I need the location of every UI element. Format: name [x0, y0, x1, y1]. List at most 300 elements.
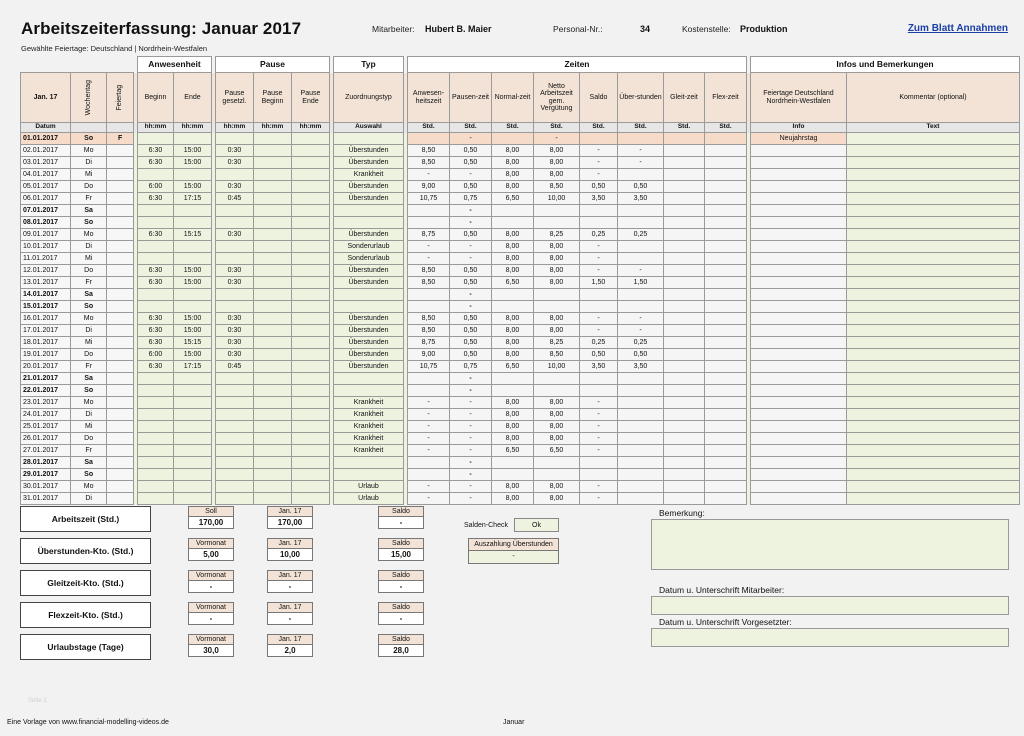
normalzeit-cell: 8,00	[491, 409, 533, 421]
normalzeit-cell: 8,00	[491, 493, 533, 505]
zuordnungstyp-cell[interactable]: Überstunden	[333, 193, 403, 205]
mitarbeiter-value[interactable]: Hubert B. Maier	[425, 24, 492, 34]
pause-beginn-cell[interactable]	[253, 409, 291, 421]
pause-ende-cell[interactable]	[291, 337, 329, 349]
kommentar-cell[interactable]	[846, 361, 1019, 373]
pause-ende-cell[interactable]	[291, 277, 329, 289]
kommentar-cell[interactable]	[846, 277, 1019, 289]
pause-ende-cell[interactable]	[291, 445, 329, 457]
flexzeit-saldo-caption: Saldo	[378, 602, 424, 613]
netto-cell: 8,00	[533, 409, 579, 421]
group-anwesenheit: Anwesenheit	[137, 57, 211, 73]
ende-cell[interactable]	[173, 385, 211, 397]
ende-cell[interactable]	[173, 241, 211, 253]
beginn-cell[interactable]	[137, 457, 173, 469]
flexzeit-cell	[704, 157, 746, 169]
kommentar-cell[interactable]	[846, 301, 1019, 313]
header-beginn: Beginn	[137, 73, 173, 123]
saldo-cell: -	[579, 169, 617, 181]
kommentar-cell[interactable]	[846, 409, 1019, 421]
ende-cell[interactable]	[173, 133, 211, 145]
feiertag-cell	[107, 157, 134, 169]
kommentar-cell[interactable]	[846, 193, 1019, 205]
pause-ende-cell[interactable]	[291, 373, 329, 385]
netto-cell: 8,00	[533, 421, 579, 433]
zuordnungstyp-cell[interactable]	[333, 301, 403, 313]
beginn-cell[interactable]: 6:30	[137, 157, 173, 169]
beginn-cell[interactable]	[137, 433, 173, 445]
info-cell	[750, 493, 846, 505]
pause-beginn-cell[interactable]	[253, 481, 291, 493]
pause-gesetzl-cell[interactable]: 0:30	[215, 157, 253, 169]
pause-beginn-cell[interactable]	[253, 253, 291, 265]
pause-ende-cell[interactable]	[291, 289, 329, 301]
pause-ende-cell[interactable]	[291, 193, 329, 205]
pause-ende-cell[interactable]	[291, 265, 329, 277]
pause-beginn-cell[interactable]	[253, 133, 291, 145]
flexzeit-cell	[704, 277, 746, 289]
kommentar-cell[interactable]	[846, 265, 1019, 277]
pause-beginn-cell[interactable]	[253, 301, 291, 313]
ende-cell[interactable]	[173, 409, 211, 421]
gleitzeit-cell	[663, 493, 704, 505]
ende-cell[interactable]	[173, 205, 211, 217]
date-cell: 09.01.2017	[21, 229, 71, 241]
kommentar-cell[interactable]	[846, 433, 1019, 445]
zuordnungstyp-cell[interactable]: Überstunden	[333, 349, 403, 361]
pause-beginn-cell[interactable]	[253, 169, 291, 181]
zuordnungstyp-cell[interactable]: Sonderurlaub	[333, 253, 403, 265]
zuordnungstyp-cell[interactable]: Überstunden	[333, 157, 403, 169]
ende-cell[interactable]	[173, 397, 211, 409]
beginn-cell[interactable]: 6:00	[137, 181, 173, 193]
pause-ende-cell[interactable]	[291, 469, 329, 481]
kommentar-cell[interactable]	[846, 313, 1019, 325]
ende-cell[interactable]: 17:15	[173, 361, 211, 373]
zuordnungstyp-cell[interactable]: Krankheit	[333, 397, 403, 409]
table-row	[21, 181, 1020, 193]
pause-gesetzl-cell[interactable]	[215, 433, 253, 445]
header-feiertage-info: Feiertage Deutschland Nordrhein-Westfalen	[750, 73, 846, 123]
zuordnungstyp-cell[interactable]: Urlaub	[333, 493, 403, 505]
kommentar-cell[interactable]	[846, 205, 1019, 217]
beginn-cell[interactable]: 6:30	[137, 229, 173, 241]
zuordnungstyp-cell[interactable]	[333, 385, 403, 397]
ende-cell[interactable]	[173, 457, 211, 469]
pause-beginn-cell[interactable]	[253, 349, 291, 361]
pause-gesetzl-cell[interactable]: 0:30	[215, 265, 253, 277]
zuordnungstyp-cell[interactable]: Überstunden	[333, 181, 403, 193]
ende-cell[interactable]: 15:00	[173, 157, 211, 169]
kommentar-cell[interactable]	[846, 457, 1019, 469]
beginn-cell[interactable]	[137, 301, 173, 313]
beginn-cell[interactable]	[137, 217, 173, 229]
ende-cell[interactable]	[173, 289, 211, 301]
kommentar-cell[interactable]	[846, 181, 1019, 193]
urlaubstage-label: Urlaubstage (Tage)	[20, 634, 151, 660]
pause-ende-cell[interactable]	[291, 205, 329, 217]
beginn-cell[interactable]	[137, 445, 173, 457]
header-zuordnungstyp: Zuordnungstyp	[333, 73, 403, 123]
pause-beginn-cell[interactable]	[253, 181, 291, 193]
pause-gesetzl-cell[interactable]: 0:30	[215, 181, 253, 193]
zuordnungstyp-cell[interactable]: Überstunden	[333, 337, 403, 349]
unterschrift-mitarbeiter-field[interactable]	[651, 596, 1009, 615]
ende-cell[interactable]	[173, 445, 211, 457]
beginn-cell[interactable]	[137, 409, 173, 421]
ende-cell[interactable]: 15:00	[173, 181, 211, 193]
pause-ende-cell[interactable]	[291, 493, 329, 505]
pause-ende-cell[interactable]	[291, 169, 329, 181]
normalzeit-cell	[491, 469, 533, 481]
feiertag-cell	[107, 241, 134, 253]
gleitzeit-cell	[663, 301, 704, 313]
ende-cell[interactable]: 15:00	[173, 145, 211, 157]
ende-cell[interactable]: 15:00	[173, 265, 211, 277]
urlaub-saldo-caption: Saldo	[378, 634, 424, 645]
zuordnungstyp-cell[interactable]: Krankheit	[333, 169, 403, 181]
ende-cell[interactable]: 15:15	[173, 337, 211, 349]
kommentar-cell[interactable]	[846, 349, 1019, 361]
zum-blatt-annahmen-link[interactable]: Zum Blatt Annahmen	[907, 23, 1008, 34]
pause-beginn-cell[interactable]	[253, 457, 291, 469]
pause-gesetzl-cell[interactable]	[215, 133, 253, 145]
pause-gesetzl-cell[interactable]	[215, 205, 253, 217]
beginn-cell[interactable]	[137, 169, 173, 181]
beginn-cell[interactable]	[137, 385, 173, 397]
beginn-cell[interactable]	[137, 469, 173, 481]
ueberstunden-cell	[617, 217, 663, 229]
beginn-cell[interactable]	[137, 133, 173, 145]
wochentag-cell: Mo	[71, 397, 107, 409]
ende-cell[interactable]: 15:15	[173, 229, 211, 241]
pause-beginn-cell[interactable]	[253, 205, 291, 217]
pause-ende-cell[interactable]	[291, 481, 329, 493]
kommentar-cell[interactable]	[846, 289, 1019, 301]
netto-cell: 10,00	[533, 361, 579, 373]
pause-ende-cell[interactable]	[291, 253, 329, 265]
zuordnungstyp-cell[interactable]	[333, 133, 403, 145]
group-zeiten: Zeiten	[407, 57, 746, 73]
ende-cell[interactable]: 15:00	[173, 313, 211, 325]
feiertag-cell	[107, 325, 134, 337]
unit-ueberstunden: Std.	[617, 123, 663, 133]
pause-ende-cell[interactable]	[291, 397, 329, 409]
zuordnungstyp-cell[interactable]	[333, 373, 403, 385]
ueberstunden-cell	[617, 385, 663, 397]
pause-beginn-cell[interactable]	[253, 229, 291, 241]
ende-cell[interactable]	[173, 373, 211, 385]
pause-gesetzl-cell[interactable]	[215, 253, 253, 265]
kommentar-cell[interactable]	[846, 469, 1019, 481]
kommentar-cell[interactable]	[846, 217, 1019, 229]
kommentar-cell[interactable]	[846, 481, 1019, 493]
pause-gesetzl-cell[interactable]	[215, 397, 253, 409]
anwesenheitszeit-cell: -	[407, 241, 449, 253]
info-cell	[750, 277, 846, 289]
zuordnungstyp-cell[interactable]: Krankheit	[333, 421, 403, 433]
pause-beginn-cell[interactable]	[253, 145, 291, 157]
kommentar-cell[interactable]	[846, 253, 1019, 265]
pause-gesetzl-cell[interactable]: 0:30	[215, 229, 253, 241]
zuordnungstyp-cell[interactable]: Überstunden	[333, 229, 403, 241]
ende-cell[interactable]	[173, 217, 211, 229]
pause-beginn-cell[interactable]	[253, 325, 291, 337]
zuordnungstyp-cell[interactable]	[333, 457, 403, 469]
pause-gesetzl-cell[interactable]	[215, 409, 253, 421]
kommentar-cell[interactable]	[846, 421, 1019, 433]
zuordnungstyp-cell[interactable]: Überstunden	[333, 361, 403, 373]
pause-beginn-cell[interactable]	[253, 397, 291, 409]
beginn-cell[interactable]	[137, 493, 173, 505]
ende-cell[interactable]	[173, 169, 211, 181]
normalzeit-cell: 8,00	[491, 181, 533, 193]
flexzeit-monat	[267, 602, 313, 625]
pause-beginn-cell[interactable]	[253, 277, 291, 289]
beginn-cell[interactable]	[137, 481, 173, 493]
kommentar-cell[interactable]	[846, 325, 1019, 337]
ueberstunden-cell: -	[617, 325, 663, 337]
flexzeit-cell	[704, 373, 746, 385]
pause-ende-cell[interactable]	[291, 157, 329, 169]
zuordnungstyp-cell[interactable]: Überstunden	[333, 265, 403, 277]
pause-gesetzl-cell[interactable]: 0:30	[215, 313, 253, 325]
pause-ende-cell[interactable]	[291, 133, 329, 145]
pause-beginn-cell[interactable]	[253, 265, 291, 277]
urlaub-monat	[267, 634, 313, 657]
zuordnungstyp-cell[interactable]	[333, 217, 403, 229]
pause-gesetzl-cell[interactable]	[215, 457, 253, 469]
pause-gesetzl-cell[interactable]: 0:30	[215, 337, 253, 349]
kommentar-cell[interactable]	[846, 169, 1019, 181]
pause-beginn-cell[interactable]	[253, 445, 291, 457]
bemerkung-field[interactable]	[651, 519, 1009, 570]
ende-cell[interactable]: 15:00	[173, 325, 211, 337]
kommentar-cell[interactable]	[846, 373, 1019, 385]
pause-beginn-cell[interactable]	[253, 373, 291, 385]
beginn-cell[interactable]: 6:30	[137, 361, 173, 373]
netto-cell: 8,00	[533, 253, 579, 265]
pause-beginn-cell[interactable]	[253, 493, 291, 505]
table-row	[21, 433, 1020, 445]
pause-ende-cell[interactable]	[291, 301, 329, 313]
kommentar-cell[interactable]	[846, 133, 1019, 145]
table-row	[21, 457, 1020, 469]
pause-ende-cell[interactable]	[291, 325, 329, 337]
saldo-cell: 1,50	[579, 277, 617, 289]
salden-check-value: Ok	[514, 518, 559, 532]
pausenzeit-cell: -	[449, 133, 491, 145]
anwesenheitszeit-cell: 8,50	[407, 145, 449, 157]
info-cell	[750, 373, 846, 385]
pause-ende-cell[interactable]	[291, 361, 329, 373]
pause-beginn-cell[interactable]	[253, 157, 291, 169]
pause-gesetzl-cell[interactable]	[215, 469, 253, 481]
pause-gesetzl-cell[interactable]	[215, 445, 253, 457]
ueberstunden-monat-value: 10,00	[267, 549, 313, 561]
pause-gesetzl-cell[interactable]	[215, 217, 253, 229]
zuordnungstyp-cell[interactable]: Überstunden	[333, 145, 403, 157]
table-row	[21, 493, 1020, 505]
beginn-cell[interactable]	[137, 241, 173, 253]
beginn-cell[interactable]: 6:00	[137, 349, 173, 361]
beginn-cell[interactable]: 6:30	[137, 145, 173, 157]
pause-gesetzl-cell[interactable]	[215, 289, 253, 301]
zuordnungstyp-cell[interactable]: Krankheit	[333, 433, 403, 445]
anwesenheitszeit-cell	[407, 217, 449, 229]
feiertag-cell	[107, 181, 134, 193]
pause-ende-cell[interactable]	[291, 181, 329, 193]
pause-gesetzl-cell[interactable]	[215, 421, 253, 433]
ende-cell[interactable]: 15:00	[173, 349, 211, 361]
unit-text: Text	[846, 123, 1019, 133]
zuordnungstyp-cell[interactable]: Überstunden	[333, 325, 403, 337]
pause-ende-cell[interactable]	[291, 313, 329, 325]
pause-gesetzl-cell[interactable]	[215, 241, 253, 253]
header-ueberstunden: Über-stunden	[617, 73, 663, 123]
pause-ende-cell[interactable]	[291, 349, 329, 361]
pause-ende-cell[interactable]	[291, 145, 329, 157]
zuordnungstyp-cell[interactable]	[333, 469, 403, 481]
zuordnungstyp-cell[interactable]: Überstunden	[333, 277, 403, 289]
beginn-cell[interactable]: 6:30	[137, 193, 173, 205]
kostenstelle-value[interactable]: Produktion	[740, 24, 788, 34]
pause-beginn-cell[interactable]	[253, 289, 291, 301]
wochentag-cell: Mo	[71, 481, 107, 493]
beginn-cell[interactable]	[137, 205, 173, 217]
bemerkung-label: Bemerkung:	[659, 508, 705, 518]
pause-ende-cell[interactable]	[291, 421, 329, 433]
zuordnungstyp-cell[interactable]	[333, 289, 403, 301]
kommentar-cell[interactable]	[846, 397, 1019, 409]
saldo-cell: 3,50	[579, 193, 617, 205]
beginn-cell[interactable]	[137, 289, 173, 301]
pause-ende-cell[interactable]	[291, 229, 329, 241]
pause-gesetzl-cell[interactable]	[215, 301, 253, 313]
ende-cell[interactable]	[173, 421, 211, 433]
info-cell	[750, 481, 846, 493]
kommentar-cell[interactable]	[846, 145, 1019, 157]
beginn-cell[interactable]	[137, 421, 173, 433]
personal-nr-value[interactable]: 34	[640, 24, 651, 34]
table-row	[21, 421, 1020, 433]
beginn-cell[interactable]	[137, 253, 173, 265]
ende-cell[interactable]	[173, 469, 211, 481]
pause-gesetzl-cell[interactable]	[215, 385, 253, 397]
beginn-cell[interactable]: 6:30	[137, 277, 173, 289]
ueberstunden-vormonat-value: 5,00	[188, 549, 234, 561]
pause-gesetzl-cell[interactable]	[215, 481, 253, 493]
zuordnungstyp-cell[interactable]: Sonderurlaub	[333, 241, 403, 253]
unterschrift-mitarbeiter-label: Datum u. Unterschrift Mitarbeiter:	[659, 585, 785, 595]
pause-beginn-cell[interactable]	[253, 217, 291, 229]
pause-beginn-cell[interactable]	[253, 385, 291, 397]
beginn-cell[interactable]: 6:30	[137, 265, 173, 277]
pause-gesetzl-cell[interactable]: 0:45	[215, 361, 253, 373]
kommentar-cell[interactable]	[846, 385, 1019, 397]
header-anwesenheitszeit: Anwesen-heitszeit	[407, 73, 449, 123]
beginn-cell[interactable]: 6:30	[137, 337, 173, 349]
anwesenheitszeit-cell: -	[407, 445, 449, 457]
beginn-cell[interactable]	[137, 373, 173, 385]
ende-cell[interactable]: 17:15	[173, 193, 211, 205]
normalzeit-cell: 6,50	[491, 193, 533, 205]
kommentar-cell[interactable]	[846, 493, 1019, 505]
pause-gesetzl-cell[interactable]: 0:30	[215, 349, 253, 361]
pause-beginn-cell[interactable]	[253, 469, 291, 481]
ende-cell[interactable]	[173, 253, 211, 265]
ende-cell[interactable]: 15:00	[173, 277, 211, 289]
group-infos: Infos und Bemerkungen	[750, 57, 1019, 73]
pause-beginn-cell[interactable]	[253, 193, 291, 205]
zuordnungstyp-cell[interactable]: Überstunden	[333, 313, 403, 325]
pause-gesetzl-cell[interactable]	[215, 169, 253, 181]
pause-beginn-cell[interactable]	[253, 433, 291, 445]
pause-ende-cell[interactable]	[291, 217, 329, 229]
zuordnungstyp-cell[interactable]: Urlaub	[333, 481, 403, 493]
pause-ende-cell[interactable]	[291, 433, 329, 445]
pause-ende-cell[interactable]	[291, 457, 329, 469]
normalzeit-cell: 8,00	[491, 397, 533, 409]
kommentar-cell[interactable]	[846, 337, 1019, 349]
wochentag-cell: Mi	[71, 337, 107, 349]
ueberstunden-label: Überstunden-Kto. (Std.)	[20, 538, 151, 564]
netto-cell: 8,00	[533, 145, 579, 157]
kommentar-cell[interactable]	[846, 241, 1019, 253]
zuordnungstyp-cell[interactable]	[333, 205, 403, 217]
date-cell: 28.01.2017	[21, 457, 71, 469]
pause-beginn-cell[interactable]	[253, 313, 291, 325]
zuordnungstyp-cell[interactable]: Krankheit	[333, 445, 403, 457]
normalzeit-cell: 8,00	[491, 313, 533, 325]
table-row	[21, 205, 1020, 217]
pause-gesetzl-cell[interactable]: 0:30	[215, 145, 253, 157]
beginn-cell[interactable]	[137, 397, 173, 409]
beginn-cell[interactable]: 6:30	[137, 325, 173, 337]
pause-beginn-cell[interactable]	[253, 337, 291, 349]
flexzeit-cell	[704, 409, 746, 421]
kommentar-cell[interactable]	[846, 229, 1019, 241]
pause-gesetzl-cell[interactable]: 0:30	[215, 277, 253, 289]
ueberstunden-cell	[617, 433, 663, 445]
gleitzeit-cell	[663, 133, 704, 145]
unterschrift-vorgesetzter-field[interactable]	[651, 628, 1009, 647]
gleitzeit-cell	[663, 265, 704, 277]
pause-gesetzl-cell[interactable]	[215, 373, 253, 385]
ende-cell[interactable]	[173, 481, 211, 493]
ende-cell[interactable]	[173, 493, 211, 505]
ueberstunden-cell	[617, 205, 663, 217]
pause-gesetzl-cell[interactable]: 0:45	[215, 193, 253, 205]
pause-ende-cell[interactable]	[291, 241, 329, 253]
pause-gesetzl-cell[interactable]: 0:30	[215, 325, 253, 337]
auszahlung-value[interactable]: -	[468, 551, 559, 564]
ende-cell[interactable]	[173, 301, 211, 313]
pause-beginn-cell[interactable]	[253, 241, 291, 253]
normalzeit-cell: 8,00	[491, 421, 533, 433]
zuordnungstyp-cell[interactable]: Krankheit	[333, 409, 403, 421]
flexzeit-cell	[704, 397, 746, 409]
kommentar-cell[interactable]	[846, 157, 1019, 169]
pause-ende-cell[interactable]	[291, 409, 329, 421]
ende-cell[interactable]	[173, 433, 211, 445]
beginn-cell[interactable]: 6:30	[137, 313, 173, 325]
kommentar-cell[interactable]	[846, 445, 1019, 457]
pause-gesetzl-cell[interactable]	[215, 493, 253, 505]
pause-ende-cell[interactable]	[291, 385, 329, 397]
pause-beginn-cell[interactable]	[253, 421, 291, 433]
pause-beginn-cell[interactable]	[253, 361, 291, 373]
